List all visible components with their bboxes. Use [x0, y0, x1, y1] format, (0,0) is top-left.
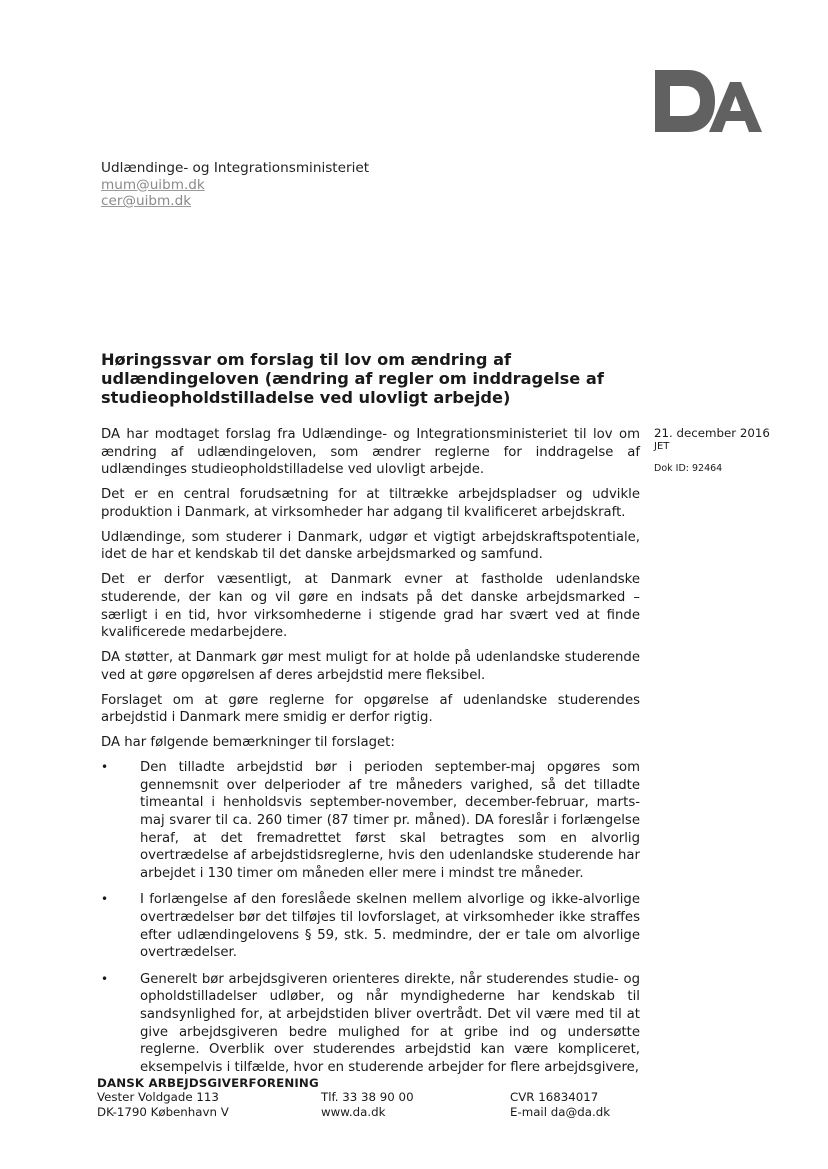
- document-meta: [654, 426, 784, 475]
- organization-name: DANSK ARBEJDSGIVERFORENING: [97, 1076, 319, 1090]
- footer-company: [510, 1090, 610, 1119]
- recipient-email[interactable]: cer@uibm.dk: [101, 193, 192, 209]
- list-item: [101, 759, 640, 882]
- list-item: [101, 971, 640, 1077]
- body-paragraph: DA har modtaget forslag fra Udlændinge- og Integrationsministeriet til lov om ændring af udlændingeloven, som ændrer reglerne for inddragelse af udlændinges studieopholdstilladelse ved ulovligt arbejde.: [101, 427, 640, 478]
- list-item-text: Den tilladte arbejdstid bør i perioden september-maj opgøres som gennemsnit over delperioder af tre måneders varighed, så det tilladte timeantal i henholdsvis september-november, december-februar, marts-maj svarer til ca. 260 timer (87 timer pr. måned). DA foreslår i forlængelse heraf, at det fremadrettet først skal betragtes som en alvorlig overtrædelse af arbejdstidsreglerne, hvis den udenlandske studerende har arbejdet i 130 timer om måneden eller mere i mindst tre måneder.: [140, 760, 640, 881]
- body-paragraph: DA støtter, at Danmark gør mest muligt for at holde på udenlandske studerende ved at gøre opgørelsen af deres arbejdstid mere fleksibel.: [101, 650, 640, 683]
- document-date: 21. december 2016: [654, 426, 770, 440]
- author-initials: JET: [654, 441, 670, 452]
- phone-number: Tlf. 33 38 90 00: [321, 1090, 414, 1105]
- da-logo: [655, 70, 763, 132]
- footer-address: [97, 1090, 229, 1119]
- bullet-icon: •: [101, 760, 109, 775]
- list-item-text: I forlængelse af den foreslåede skelnen mellem alvorlige og ikke-alvorlige overtrædelser bør det tilføjes til lovforslaget, at virksomheder ikke straffes efter udlændingelovens § 59, stk. 5. medmindre, der er tale om alvorlige overtrædelser.: [140, 892, 640, 961]
- document-title: Høringssvar om forslag til lov om ændring af udlændingeloven (ændring af regler om inddragelse af studieopholdstilladelse ved ulovligt arbejde): [101, 350, 604, 407]
- postal-address: DK-1790 København V: [97, 1104, 229, 1119]
- recipient-name: Udlændinge- og Integrationsministeriet: [101, 160, 370, 176]
- footer-contact: [321, 1090, 414, 1119]
- list-item-text: Generelt bør arbejdsgiveren orienteres direkte, når studerendes studie- og opholdstilladelser udløber, og når myndighederne har kendskab til sandsynlighed for, at arbejdstiden bliver overtrådt. Det vil være med til at give arbejdsgiveren bedre mulighed for at gribe ind og undersøtte reglerne. Overblik over studerendes arbejdstid kan være kompliceret, eksempelvis i tilfælde, hvor en studerende arbejder for flere arbejdsgivere,: [140, 971, 640, 1075]
- body-paragraph: Det er derfor væsentligt, at Danmark evner at fastholde udenlandske studerende, der kan og vil gøre en indsats på det danske arbejdsmarked – særligt i en tid, hvor virksomhederne i stigende grad har svært ved at finde kvalificerede medarbejdere.: [101, 572, 640, 641]
- website-link[interactable]: www.da.dk: [321, 1104, 386, 1119]
- recipient-email[interactable]: mum@uibm.dk: [101, 176, 205, 193]
- remarks-list: [101, 759, 640, 1076]
- email-link[interactable]: E-mail da@da.dk: [510, 1104, 611, 1119]
- list-item: [101, 891, 640, 961]
- body-paragraph: Forslaget om at gøre reglerne for opgørelse af udenlandske studerendes arbejdstid i Danmark mere smidig er derfor rigtig.: [101, 692, 640, 726]
- street-address: Vester Voldgade 113: [97, 1090, 219, 1105]
- cvr-number: CVR 16834017: [510, 1090, 599, 1105]
- body-paragraph: Det er en central forudsætning for at tiltrække arbejdspladser og udvikle produktion i Danmark, at virksomheder har adgang til kvalificeret arbejdskraft.: [101, 487, 640, 520]
- bullet-icon: •: [101, 971, 109, 986]
- body-paragraph: DA har følgende bemærkninger til forslaget:: [101, 735, 395, 751]
- body-paragraph: Udlændinge, som studerer i Danmark, udgør et vigtigt arbejdskraftspotentiale, idet de har et kendskab til det danske arbejdsmarked og samfund.: [101, 529, 640, 563]
- bullet-icon: •: [101, 892, 109, 907]
- document-id: Dok ID: 92464: [654, 463, 723, 474]
- recipient-block: [101, 160, 369, 210]
- letter-body: [101, 426, 640, 1085]
- letterhead-footer: [97, 1076, 611, 1119]
